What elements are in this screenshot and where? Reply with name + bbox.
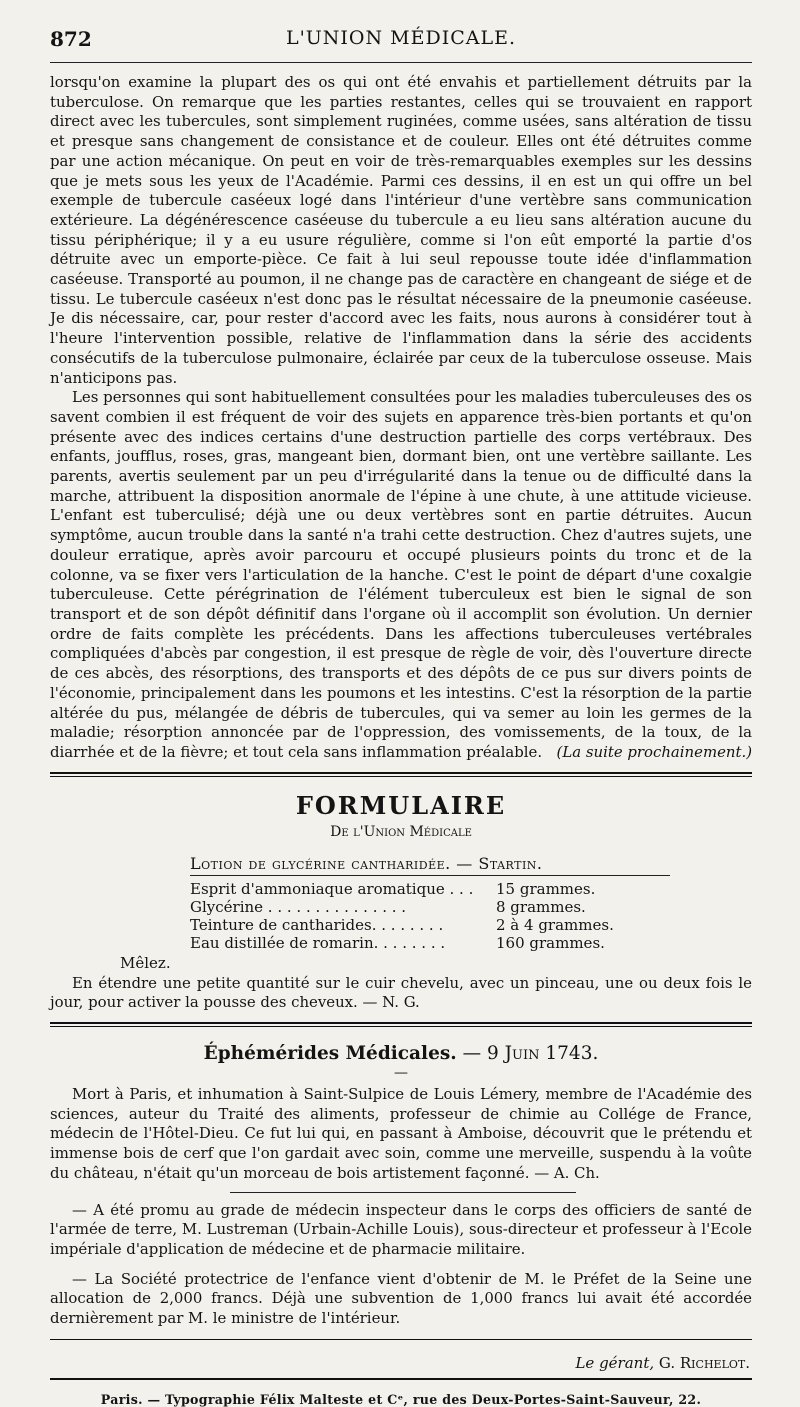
ingredient-quantity: 160 grammes.: [496, 933, 605, 952]
article-body: [50, 73, 752, 763]
recipe-instructions-text: En étendre une petite quantité sur le cuir chevelu, avec un pinceau, une ou deux fois le jour, pour activer la pousse des cheveux. — N. G.: [50, 973, 752, 1012]
ephemerides-heading: [50, 1043, 752, 1064]
ephemerides-title: Éphémérides Médicales.: [203, 1043, 457, 1065]
ingredient-name: Teinture de cantharides. . . . . . . .: [190, 915, 444, 934]
ingredient-row: [50, 934, 752, 952]
ephemerides-date: — 9 Juin 1743.: [462, 1043, 599, 1065]
formulaire-title: FORMULAIRE: [295, 790, 507, 820]
ingredient-name: Glycérine . . . . . . . . . . . . . . .: [190, 897, 407, 916]
section-divider-thin: [50, 776, 752, 777]
ingredient-quantity: 15 grammes.: [496, 879, 596, 898]
signature: [50, 1354, 752, 1372]
article-paragraph: lorsqu'on examine la plupart des os qui ont été envahis et partiellement détruits par la tuberculose. On remarque que les parties restantes, celles qui se trouvaient en rapport direct avec les tubercules, sont simplement ruginées, comme usées, sans altération de tissu et presque sans changement de consistance et de couleur. Elles ont été détruites comme par une action mécanique. On peut en voir de très-remarquables exemples sur les dessins que je mets sous les yeux de l'Académie. Parmi ces dessins, il en est un qui offre un bel exemple de tubercule caséeux logé dans l'intérieur d'une vertèbre sans communication extérieure. La dégénérescence caséeuse du tubercule a eu lieu sans altération aucune du tissu périphérique; il y a eu usure régulière, comme si l'on eût emporté la partie d'os détruite avec un emporte-pièce. Ce fait à lui seul repousse toute idée d'inflammation caséeuse. Transporté au poumon, il ne change pas de caractère en changeant de siége et de tissu. Le tubercule caséeux n'est donc pas le résultat nécessaire de la pneumonie caséeuse. Je dis nécessaire, car, pour rester d'accord avec les faits, nous aurons à considérer tout à l'heure l'intervention possible, relative de l'inflammation dans la série des accidents consécutifs de la tuberculose pulmonaire, éclairée par ceux de la tuberculose osseuse. Mais n'anticipons pas.: [50, 73, 752, 387]
ingredient-list: [50, 880, 752, 952]
ingredient-row: [50, 880, 752, 898]
ephemerides-text: Mort à Paris, et inhumation à Saint-Sulpice de Louis Lémery, membre de l'Académie des sciences, auteur du Traité des aliments, professeur de chimie au Collége de France, médecin de l'Hôtel-Dieu. Ce fut lui qui, en passant à Amboise, découvrit que le prétendu et immense bois de cerf que l'on gardait avec soin, comme une merveille, suspendu à la voûte du château, n'était qu'un morceau de bois artistement façonné. — A. Ch.: [50, 1085, 752, 1182]
running-title: L'UNION MÉDICALE.: [285, 27, 517, 49]
news-divider: [230, 1192, 576, 1193]
recipe-instructions: [50, 974, 752, 1013]
printer-imprint: Paris. — Typographie Félix Malteste et Cᵉ, rue des Deux-Portes-Saint-Sauveur, 22.: [100, 1391, 702, 1407]
imprint-divider: [50, 1378, 752, 1380]
signature-name: G. Richelot.: [658, 1353, 750, 1372]
ingredient-row: [50, 898, 752, 916]
article-paragraph: Les personnes qui sont habituellement consultées pour les maladies tuberculeuses des os savent combien il est fréquent de voir des sujets en apparence très-bien portants et qu'on présente avec des indices certains d'une destruction partielle des corps vertébraux. Des enfants, joufflus, roses, gras, mangeant bien, dormant bien, ont une vertèbre saillante. Les parents, avertis seulement par un peu d'irrégularité dans la tenue ou de difficulté dans la marche, attribuent la disposition anormale de l'épine à une chute, à une attitude vicieuse. L'enfant est tuberculisé; déjà une ou deux vertèbres sont en partie détruites. Aucun symptôme, aucun trouble dans la santé n'a trahi cette destruction. Chez d'autres sujets, une douleur erratique, après avoir parcouru et occupé plusieurs points du tronc et de la colonne, va se fixer vers l'articulation de la hanche. C'est le point de départ d'une coxalgie tuberculeuse. Cette pérégrination de l'élément tuberculeux est bien le signal de son transport et de son dépôt définitif dans l'organe où il accomplit son évolution. Un dernier ordre de faits complète les précédents. Dans les affections tuberculeuses vertébrales compliquées d'abcès par congestion, il est presque de règle de voir, dès l'ouverture directe de ces abcès, des résorptions, des transports et des dépôts de ce pus sur divers points de l'économie, principalement dans les poumons et les intestins. C'est la résorption de la partie altérée du pus, mélangée de débris de tubercules, qui va semer au loin les germes de la maladie; résorption annoncée par de l'oppression, des vomissements, de la toux, de la diarrhée et de la fièvre; et tout cela sans inflammation préalable.: [50, 388, 752, 761]
recipe-title: Lotion de glycérine cantharidée. — Startin.: [190, 853, 543, 873]
news-item: — La Société protectrice de l'enfance vient d'obtenir de M. le Préfet de la Seine une allocation de 2,000 francs. Déjà une subvention de 1,000 francs lui avait été accordée dernièrement par M. le ministre de l'intérieur.: [50, 1269, 752, 1328]
running-head: [50, 0, 752, 63]
page-number: 872: [50, 27, 92, 51]
section-divider-thin: [50, 1026, 752, 1027]
news-item: — A été promu au grade de médecin inspecteur dans le corps des officiers de santé de l'armée de terre, M. Lustreman (Urbain-Achille Louis), sous-directeur et professeur à l'Ecole impériale d'application de médecine et de pharmacie militaire.: [50, 1200, 752, 1258]
recipe-rule: [190, 875, 670, 876]
recipe-meles: Mêlez.: [120, 953, 171, 972]
continuation-note: (La suite prochainement.): [556, 742, 752, 761]
ingredient-quantity: 2 à 4 grammes.: [496, 915, 614, 934]
ingredient-quantity: 8 grammes.: [496, 897, 586, 916]
ingredient-row: [50, 916, 752, 934]
ephemerides-dash: —: [394, 1065, 408, 1082]
news-items: [50, 1201, 752, 1329]
ephemerides-body: [50, 1085, 752, 1184]
section-divider: [50, 1022, 752, 1024]
ingredient-name: Esprit d'ammoniaque aromatique . . .: [190, 879, 474, 898]
section-divider: [50, 772, 752, 774]
signature-divider: [50, 1339, 752, 1340]
formulaire-subtitle: De l'Union Médicale: [330, 823, 472, 840]
signature-role: Le gérant,: [575, 1353, 655, 1372]
ingredient-name: Eau distillée de romarin. . . . . . . .: [190, 933, 446, 952]
